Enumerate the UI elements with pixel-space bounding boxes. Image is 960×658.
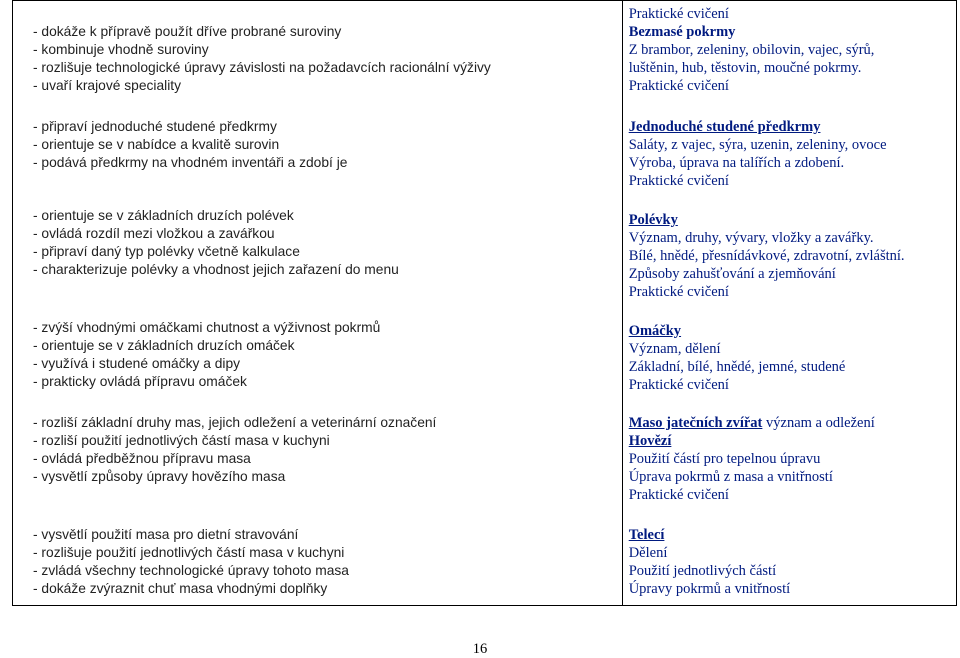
outcome-line: - vysvětlí způsoby úpravy hovězího masa [33, 469, 286, 484]
topic-subheading-beef: Hovězí [628, 433, 672, 449]
outcome-line: - rozliší základní druhy mas, jejich odležení a veterinární označení [33, 415, 437, 430]
topic-heading-sauces: Omáčky [628, 323, 682, 339]
page-number: 16 [472, 641, 488, 657]
curriculum-table [12, 0, 957, 606]
outcome-line: - prakticky ovládá přípravu omáček [33, 374, 247, 389]
topic-line: Použití částí pro tepelnou úpravu [628, 451, 821, 467]
outcome-line: - kombinuje vhodně suroviny [33, 42, 209, 57]
topic-line: Základní, bílé, hnědé, jemné, studené [628, 359, 846, 375]
topic-heading-soups: Polévky [628, 212, 678, 228]
outcome-line: - podává předkrmy na vhodném inventáři a zdobí je [33, 155, 348, 170]
topic-line: Význam, druhy, vývary, vložky a zavářky. [628, 230, 874, 246]
topic-heading-meat: Maso jatečních zvířat [628, 415, 763, 431]
outcome-line: - připraví jednoduché studené předkrmy [33, 119, 277, 134]
topic-heading-tail: význam a odležení [762, 415, 875, 431]
outcomes-column [13, 1, 623, 606]
topic-line: Úprava pokrmů z masa a vnitřností [628, 469, 833, 485]
topic-line: Z brambor, zeleniny, obilovin, vajec, sýrů, [628, 42, 875, 58]
outcome-line: - zvýší vhodnými omáčkami chutnost a výživnost pokrmů [33, 320, 381, 335]
topic-line: Význam, dělení [628, 341, 721, 357]
practical-exercise-label: Praktické cvičení [628, 6, 729, 22]
topic-line: Použití jednotlivých částí [628, 563, 777, 579]
topic-heading-beef-row [629, 414, 875, 432]
topic-line: luštěnin, hub, těstovin, moučné pokrmy. [628, 60, 862, 76]
outcome-line: - orientuje se v nabídce a kvalitě surovin [33, 137, 280, 152]
practical-exercise-label: Praktické cvičení [628, 377, 729, 393]
practical-exercise-label: Praktické cvičení [628, 173, 729, 189]
outcome-line: - zvládá všechny technologické úpravy tohoto masa [33, 563, 349, 578]
outcome-line: - uvaří krajové speciality [33, 78, 181, 93]
topic-line: Dělení [628, 545, 668, 561]
outcome-line: - orientuje se v základních druzích polévek [33, 208, 294, 223]
practical-exercise-label: Praktické cvičení [628, 78, 729, 94]
outcome-line: - dokáže k přípravě použít dříve probrané suroviny [33, 24, 342, 39]
practical-exercise-label: Praktické cvičení [628, 284, 729, 300]
topic-line: Saláty, z vajec, sýra, uzenin, zeleniny, ovoce [628, 137, 887, 153]
topic-line: Bílé, hnědé, přesnídávkové, zdravotní, zvláštní. [628, 248, 905, 264]
outcome-line: - charakterizuje polévky a vhodnost jejich zařazení do menu [33, 262, 399, 277]
topic-heading-cold-starters: Jednoduché studené předkrmy [628, 119, 821, 135]
topic-heading-veal: Telecí [628, 527, 665, 543]
outcome-line: - využívá i studené omáčky a dipy [33, 356, 241, 371]
outcome-line: - vysvětlí použití masa pro dietní stravování [33, 527, 299, 542]
outcome-line: - orientuje se v základních druzích omáček [33, 338, 295, 353]
practical-exercise-label: Praktické cvičení [628, 487, 729, 503]
topic-line: Úpravy pokrmů a vnitřností [628, 581, 791, 597]
outcome-line: - ovládá rozdíl mezi vložkou a zavářkou [33, 226, 275, 241]
topics-column [622, 1, 956, 606]
outcome-line: - připraví daný typ polévky včetně kalkulace [33, 244, 300, 259]
outcome-line: - rozlišuje použití jednotlivých částí masa v kuchyni [33, 545, 345, 560]
outcome-line: - rozliší použití jednotlivých částí masa v kuchyni [33, 433, 330, 448]
outcome-line: - rozlišuje technologické úpravy závislosti na požadavcích racionální výživy [33, 60, 491, 75]
outcome-line: - dokáže zvýraznit chuť masa vhodnými doplňky [33, 581, 328, 596]
topic-line: Způsoby zahušťování a zjemňování [628, 266, 836, 282]
outcome-line: - ovládá předběžnou přípravu masa [33, 451, 251, 466]
topic-heading-meatless: Bezmasé pokrmy [628, 24, 736, 40]
topic-line: Výroba, úprava na talířích a zdobení. [628, 155, 845, 171]
